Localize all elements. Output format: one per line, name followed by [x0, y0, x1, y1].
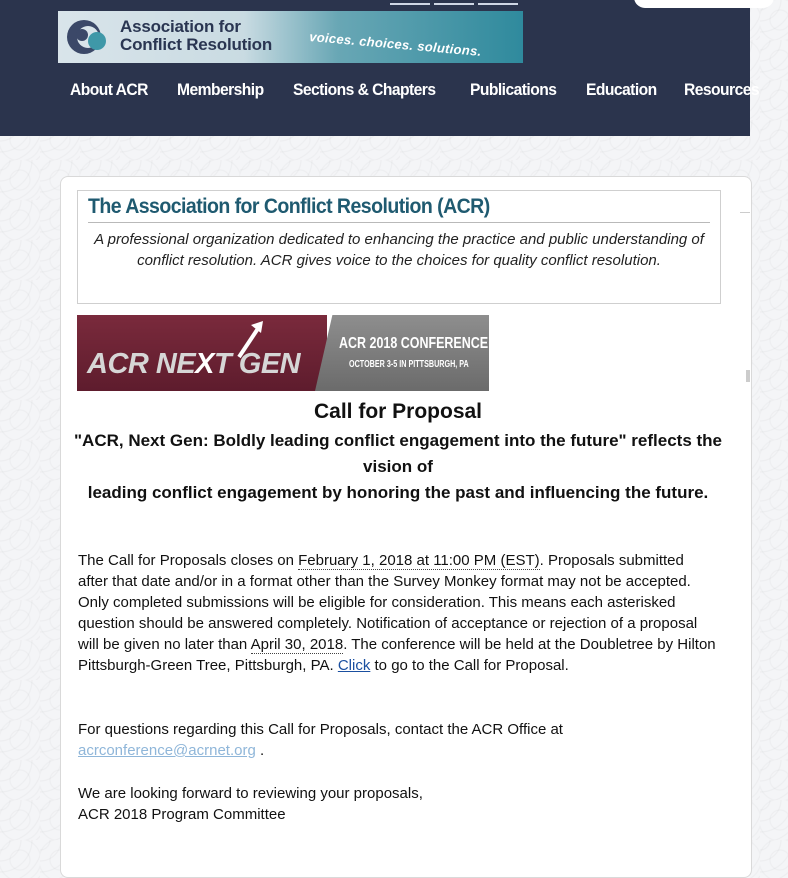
nav-resources[interactable]: Resources [684, 80, 760, 99]
logo-name: Association for Conflict Resolution [120, 17, 273, 54]
utility-links[interactable] [390, 0, 518, 6]
acr-logo-icon [66, 15, 110, 59]
nav-publications[interactable]: Publications [469, 80, 557, 99]
cfp-subtitle: "ACR, Next Gen: Boldly leading conflict engagement into the future" reflects the vision of leading conflict engagement by honoring the past and influencing the future. [73, 431, 723, 502]
main-nav [70, 80, 788, 100]
intro-text: A professional organization dedicated to enhancing the practice and public understanding of conflict resolution. ACR gives voice to the choices for quality conflict resolution. [94, 231, 704, 269]
call-for-proposal-link[interactable]: Click [337, 657, 371, 674]
nav-membership[interactable]: Membership [176, 80, 264, 99]
search-input[interactable] [634, 0, 774, 8]
nav-about-acr[interactable]: About ACR [70, 80, 148, 99]
site-logo[interactable] [58, 11, 523, 63]
notification-date: April 30, 2018 [250, 636, 344, 653]
banner-brand: ACR NEXT GEN [87, 348, 301, 380]
arrow-up-icon [237, 319, 267, 359]
conference-banner[interactable] [77, 315, 489, 391]
deadline-date: February 1, 2018 at 11:00 PM (EST) [298, 552, 540, 569]
contact-paragraph: For questions regarding this Call for Proposals, contact the ACR Office at acrconference@acrnet.org . [78, 721, 563, 759]
closing-paragraph: We are looking forward to reviewing your proposals, ACR 2018 Program Committee [78, 785, 423, 823]
nav-sections-chapters[interactable]: Sections & Chapters [292, 80, 436, 99]
logo-tagline: voices. choices. solutions. [308, 29, 483, 60]
side-divider [740, 212, 750, 213]
banner-conference-dates: OCTOBER 3-5 IN PITTSBURGH, PA [349, 359, 469, 370]
nav-education[interactable]: Education [585, 80, 657, 99]
site-header [0, 0, 760, 136]
contact-email-link[interactable]: acrconference@acrnet.org [78, 742, 256, 759]
banner-conference-title: ACR 2018 CONFERENCE [339, 335, 489, 352]
cfp-details-paragraph: The Call for Proposals closes on February 1, 2018 at 11:00 PM (EST). Proposals submitted after that date and/or in a format other than the Survey Monkey format may not be accepted. Only completed submissions will be eligible for consideration. This means each asterisked question should be answered completely. Notification of acceptance or rejection of a proposal will be given no later than April 30, 2018. The conference will be held at the Doubletree by Hilton Pittsburgh-Green Tree, Pittsburgh, PA. Click to go to the Call for Proposal. [78, 552, 716, 674]
intro-divider [88, 222, 710, 223]
intro-title: The Association for Conflict Resolution (ACR) [88, 195, 490, 218]
cfp-title: Call for Proposal [313, 400, 483, 423]
side-divider-2 [746, 370, 750, 382]
